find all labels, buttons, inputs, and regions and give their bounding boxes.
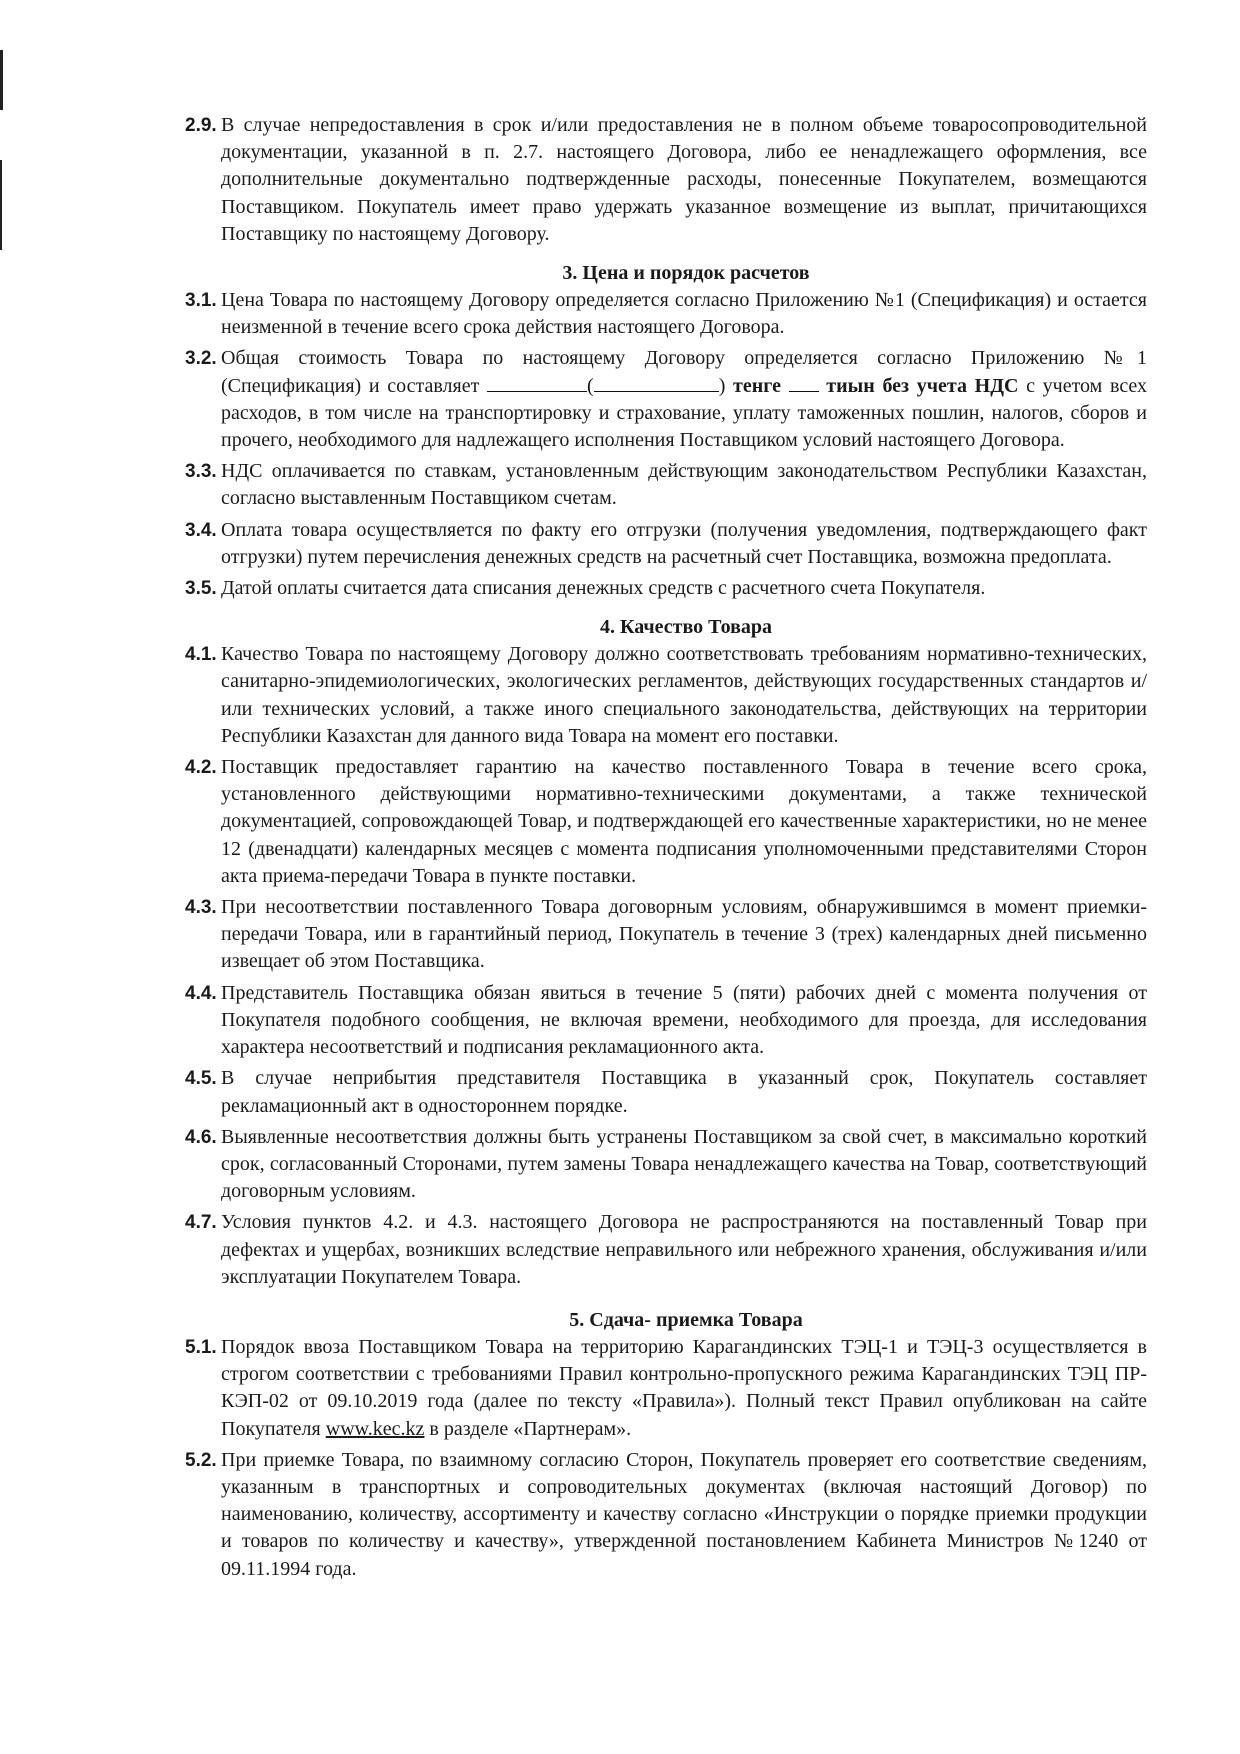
clause-number: 3.3. [185, 461, 217, 483]
clause-4-6 [185, 1124, 1147, 1206]
clause-3-2 [185, 345, 1147, 454]
clause-text-part: Порядок ввоза Поставщиком Товара на территорию Карагандинских ТЭЦ-1 и ТЭЦ-3 осуществляется в строгом соответствии с требованиями Правил контрольно-пропускного режима Карагандинских ТЭЦ ПР-КЭП-02 от 09.10.2019 года (далее по тексту «Правила»). Полный текст Правил опубликован на сайте Покупателя [221, 1335, 1147, 1440]
clause-3-3 [185, 458, 1147, 512]
clause-text: В случае непредоставления в срок и/или предоставления не в полном объеме товаросопроводительной документации, указанной в п. 2.7. настоящего Договора, либо ее ненадлежащего оформления, все дополнительные документально подтвержденные расходы, понесенные Покупателем, возмещаются Поставщиком. Покупатель имеет право удержать указанное возмещение из выплат, причитающихся Поставщику по настоящему Договору. [221, 114, 1147, 245]
clause-text: Качество Товара по настоящему Договору должно соответствовать требованиям нормативно-технических, санитарно-эпидемиологических, экологических регламентов, действующих государственных стандартов и/или технических условий, а также иного специального законодательства, действующих на территории Республики Казахстан для данного вида Товара на момент его поставки. [221, 643, 1147, 747]
clause-text-part: Общая стоимость Товара по настоящему Договору определяется согласно Приложению №1 (Спецификация) и составляет [221, 347, 1147, 397]
clause-number: 5.2. [185, 1449, 217, 1471]
clause-number: 3.4. [185, 519, 217, 541]
clause-text-part: в разделе «Партнерам». [429, 1417, 632, 1440]
partner-site-link[interactable]: www.kec.kz [325, 1417, 425, 1440]
clause-number: 3.2. [185, 348, 217, 370]
clause-number: 4.3. [185, 897, 217, 919]
clause-3-1 [185, 287, 1147, 341]
clause-number: 4.5. [185, 1068, 217, 1090]
clause-text: Условия пунктов 4.2. и 4.3. настоящего Договора не распространяются на поставленный Товар при дефектах и ущербах, возникших вследствие неправильного или небрежного хранения, обслуживания и/или эксплуатации Покупателем Товара. [221, 1211, 1147, 1288]
amount-blank [487, 373, 587, 392]
clause-text: При несоответствии поставленного Товара договорным условиям, обнаружившимся в момент приемки-передачи Товара, или в гарантийный период, Покупатель в течение 3 (трех) календарных дней письменно извещает об этом Поставщика. [221, 896, 1147, 973]
clause-5-1 [185, 1334, 1147, 1443]
clause-4-3 [185, 894, 1147, 976]
document-body [185, 112, 1147, 1583]
clause-text: В случае неприбытия представителя Поставщика в указанный срок, Покупатель составляет рекламационный акт в одностороннем порядке. [221, 1067, 1147, 1117]
clause-number: 3.5. [185, 578, 217, 600]
clause-3-4 [185, 517, 1147, 571]
currency-tenge: тенге [733, 374, 781, 397]
clause-text: Оплата товара осуществляется по факту его отгрузки (получения уведомления, подтверждающего факт отгрузки) путем перечисления денежных средств на расчетный счет Поставщика, возможна предоплата. [221, 518, 1147, 568]
tiyn-blank [789, 373, 819, 392]
clause-text: Поставщик предоставляет гарантию на качество поставленного Товара в течение всего срока, установленного действующими нормативно-техническими документами, а также технической документацией, сопровождающей Товар, и подтверждающей его качественные характеристики, но не менее 12 (двенадцати) календарных месяцев с момента подписания уполномоченными представителями Сторон акта приема-передачи Товара в пункте поставки. [221, 756, 1147, 887]
clause-number: 4.7. [185, 1212, 217, 1234]
clause-text [221, 345, 1147, 454]
section-heading-3: 3. Цена и порядок расчетов [562, 262, 810, 285]
currency-tiyn: тиын без учета НДС [826, 374, 1019, 397]
clause-2-9 [185, 112, 1147, 248]
amount-words-blank [594, 373, 719, 392]
clause-text-part: с учетом всех расходов, в том числе на транспортировку и страхование, уплату таможенных пошлин, налогов, сборов и прочего, необходимого для надлежащего исполнения Поставщиком условий настоящего Договора. [221, 374, 1148, 452]
section-heading-5: 5. Сдача- приемка Товара [569, 1308, 803, 1331]
clause-4-1 [185, 641, 1147, 750]
clause-number: 4.1. [185, 644, 217, 666]
clause-4-4 [185, 980, 1147, 1062]
clause-3-5 [185, 575, 1147, 602]
clause-text: При приемке Товара, по взаимному согласию Сторон, Покупатель проверяет его соответствие сведениям, указанным в транспортных и сопроводительных документах (включая настоящий Договор) по наименованию, количеству, ассортименту и качеству согласно «Инструкции о порядке приемки продукции и товаров по количеству и качеству», утвержденной постановлением Кабинета Министров №1240 от 09.11.1994 года. [221, 1448, 1147, 1580]
clause-4-7 [185, 1209, 1147, 1291]
clause-number: 3.1. [185, 290, 217, 312]
clause-5-2 [185, 1447, 1147, 1583]
clause-text: Представитель Поставщика обязан явиться в течение 5 (пяти) рабочих дней с момента получения от Покупателя подобного сообщения, не включая времени, необходимого для проезда, для исследования характера несоответствий и подписания рекламационного акта. [221, 981, 1147, 1059]
clause-4-5 [185, 1065, 1147, 1119]
clause-number: 2.9. [185, 115, 217, 136]
clause-text: Выявленные несоответствия должны быть устранены Поставщиком за свой счет, в максимально короткий срок, согласованный Сторонами, путем замены Товара ненадлежащего качества на Товар, соответствующий договорным условиям. [221, 1125, 1147, 1203]
clause-4-2 [185, 754, 1147, 890]
paren-open: ( [587, 374, 594, 397]
clause-text: Датой оплаты считается дата списания денежных средств с расчетного счета Покупателя. [221, 577, 986, 600]
paren-close: ) [718, 374, 726, 397]
section-heading-4: 4. Качество Товара [599, 616, 773, 639]
clause-number: 4.4. [185, 982, 217, 1004]
clause-text [221, 1334, 1147, 1443]
scan-edge-mark [0, 50, 3, 110]
clause-number: 4.6. [185, 1126, 217, 1148]
clause-text: НДС оплачивается по ставкам, установленным действующим законодательством Республики Казахстан, согласно выставленным Поставщиком счетам. [221, 460, 1147, 510]
clause-text: Цена Товара по настоящему Договору определяется согласно Приложению №1 (Спецификация) и остается неизменной в течение всего срока действия настоящего Договора. [221, 289, 1147, 339]
clause-number: 5.1. [185, 1336, 217, 1358]
scan-edge-mark [0, 160, 2, 250]
clause-number: 4.2. [185, 757, 217, 779]
